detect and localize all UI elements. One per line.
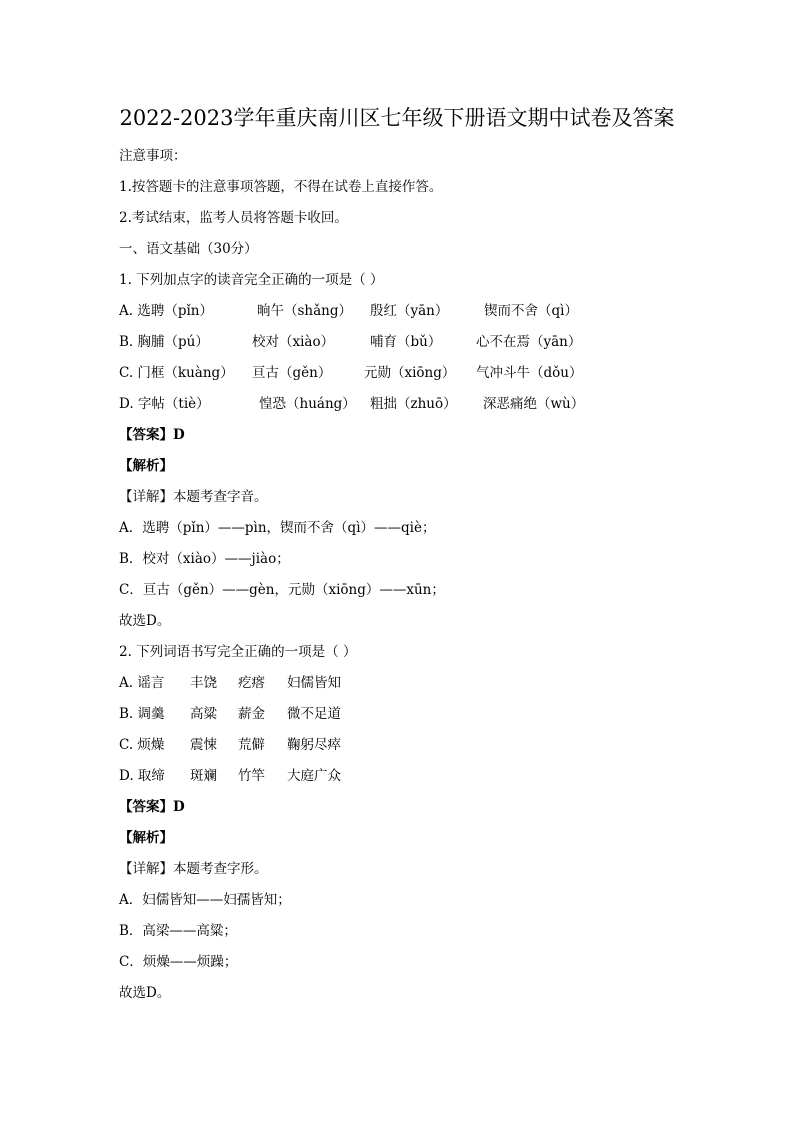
q1-answer: 【答案】D [119, 427, 185, 443]
q2-analysis: 【解析】 [119, 830, 173, 846]
q2-detail: 【详解】本题考查字形。 [119, 861, 268, 877]
q2-option-a-3: 疙瘩 [238, 675, 265, 691]
q2-option-d [119, 765, 719, 787]
q1-conclusion: 故选D。 [119, 613, 171, 629]
q1-option-d-4: 深恶痛绝（wù） [483, 396, 585, 412]
q2-option-d-1: D. 取缔 [119, 768, 165, 784]
q2-option-b [119, 703, 719, 725]
q1-detail: 【详解】本题考查字音。 [119, 489, 268, 505]
q1-option-a-2: 晌午（shǎng） [257, 303, 353, 319]
q1-detail-line-a: A．选聘（pǐn）——pìn，锲而不舍（qì）——qiè； [119, 520, 436, 536]
q2-option-b-1: B. 调羹 [119, 706, 165, 722]
page-title: 2022-2023学年重庆南川区七年级下册语文期中试卷及答案 [119, 106, 675, 130]
q1-option-b-4: 心不在焉（yān） [476, 334, 582, 350]
q2-detail-line-b: B．高梁——高粱； [119, 923, 237, 939]
q2-conclusion: 故选D。 [119, 985, 171, 1001]
q2-stem: 2. 下列词语书写完全正确的一项是（ ） [119, 644, 357, 660]
q1-option-a-1: A. 选聘（pǐn） [119, 303, 213, 319]
q2-option-a-2: 丰饶 [190, 675, 217, 691]
q1-option-d-3: 粗拙（zhuō） [370, 396, 457, 412]
q1-option-d-1: D. 字帖（tiè） [119, 396, 210, 412]
note-item-1: 1.按答题卡的注意事项答题，不得在试卷上直接作答。 [119, 179, 443, 195]
q1-option-c-2: 亘古（gěn） [252, 365, 332, 381]
q2-detail-line-a: A．妇儒皆知——妇孺皆知； [119, 892, 291, 908]
q1-option-b-1: B. 胸脯（pú） [119, 334, 209, 350]
q1-option-c-1: C. 门框（kuàng） [119, 365, 234, 381]
q1-option-c [119, 362, 719, 384]
q2-option-c-2: 震悚 [190, 737, 217, 753]
q2-option-c-3: 荒僻 [238, 737, 265, 753]
q1-option-b-3: 哺育（bǔ） [370, 334, 442, 350]
q1-option-d [119, 393, 719, 415]
q1-detail-line-b: B．校对（xiào）——jiào； [119, 551, 290, 567]
notes-heading: 注意事项： [119, 148, 187, 164]
q2-option-a [119, 672, 719, 694]
q2-option-d-3: 竹竿 [238, 768, 265, 784]
section-heading: 一、语文基础（30分） [119, 241, 258, 257]
q2-option-c [119, 734, 719, 756]
q2-option-a-1: A. 谣言 [119, 675, 165, 691]
q1-detail-line-c: C．亘古（gěn）——gèn，元勋（xiōng）——xūn； [119, 582, 445, 598]
q1-option-b-2: 校对（xiào） [252, 334, 335, 350]
q1-option-a-3: 殷红（yān） [370, 303, 449, 319]
q1-option-c-3: 元勋（xiōng） [364, 365, 456, 381]
q1-option-b [119, 331, 719, 353]
q1-analysis: 【解析】 [119, 458, 173, 474]
q1-option-c-4: 气冲斗牛（dǒu） [476, 365, 583, 381]
note-item-2: 2.考试结束，监考人员将答题卡收回。 [119, 210, 348, 226]
q1-stem: 1. 下列加点字的读音完全正确的一项是（ ） [119, 272, 384, 288]
q2-option-a-4: 妇儒皆知 [287, 675, 341, 691]
q1-option-d-2: 惶恐（huáng） [259, 396, 356, 412]
q2-answer: 【答案】D [119, 799, 185, 815]
q2-detail-line-c: C．烦燥——烦躁； [119, 954, 238, 970]
q2-option-c-1: C. 烦燥 [119, 737, 165, 753]
q2-option-d-2: 斑斓 [190, 768, 217, 784]
q2-option-d-4: 大庭广众 [287, 768, 341, 784]
q2-option-b-4: 微不足道 [287, 706, 341, 722]
q2-option-c-4: 鞠躬尽瘁 [287, 737, 341, 753]
q2-option-b-2: 高粱 [190, 706, 217, 722]
q1-option-a-4: 锲而不舍（qì） [484, 303, 578, 319]
q1-option-a [119, 300, 719, 322]
q2-option-b-3: 薪金 [238, 706, 265, 722]
